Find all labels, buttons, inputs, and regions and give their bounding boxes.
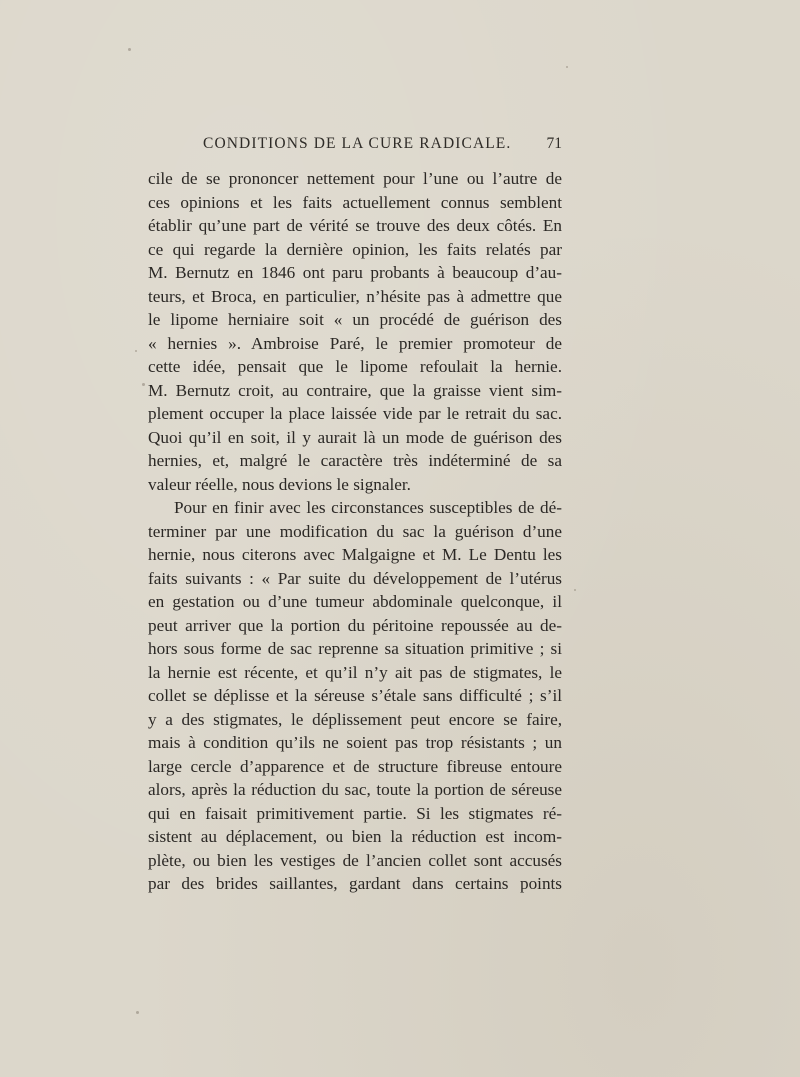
text-line: mais à condition qu’ils ne soient pas trop résistants ; un: [148, 733, 562, 752]
text-line: y a des stigmates, le déplissement peut encore se faire,: [148, 709, 562, 729]
text-line: valeur réelle, nous devions le signaler.: [148, 474, 411, 494]
text-line: teurs, et Broca, en particulier, n’hésite pas à admettre que: [148, 286, 562, 306]
text-line: terminer par une modification du sac la guérison d’une: [148, 521, 562, 541]
paper-speck: [136, 1011, 139, 1014]
body-text: [148, 167, 562, 896]
text-line: sistent au déplacement, ou bien la réduction est incom-: [148, 827, 562, 846]
paper-speck: [574, 589, 576, 591]
text-line: hernie, nous citerons avec Malgaigne et M. Le Dentu les: [148, 545, 562, 564]
text-line: ce qui regarde la dernière opinion, les faits relatés par: [148, 239, 562, 259]
text-line: le lipome herniaire soit « un procédé de guérison des: [148, 310, 562, 329]
text-line: large cercle d’apparence et de structure fibreuse entoure: [148, 756, 562, 776]
running-title: CONDITIONS DE LA CURE RADICALE.: [203, 135, 512, 152]
text-line: cile de se prononcer nettement pour l’une ou l’autre de: [148, 169, 562, 188]
text-line: cette idée, pensait que le lipome refoulait la hernie.: [148, 357, 562, 376]
text-line: plement occuper la place laissée vide par le retrait du sac.: [148, 404, 562, 423]
paper-speck: [566, 66, 568, 68]
text-line: « hernies ». Ambroise Paré, le premier promoteur de: [148, 333, 562, 353]
text-line: collet se déplisse et la séreuse s’étale sans difficulté ; s’il: [148, 686, 562, 705]
page-number: 71: [546, 135, 562, 152]
text-line: établir qu’une part de vérité se trouve des deux côtés. En: [148, 216, 562, 235]
text-line: par des brides saillantes, gardant dans certains points: [148, 874, 562, 893]
running-header: [148, 135, 562, 157]
text-line: M. Bernutz croit, au contraire, que la graisse vient sim-: [148, 380, 562, 400]
text-line: ces opinions et les faits actuellement connus semblent: [148, 192, 562, 212]
paper-speck: [135, 350, 137, 352]
text-line: plète, ou bien les vestiges de l’ancien collet sont accusés: [148, 850, 562, 870]
text-line: en gestation ou d’une tumeur abdominale quelconque, il: [148, 592, 562, 611]
text-line: Pour en finir avec les circonstances susceptibles de dé-: [174, 498, 562, 517]
paper-speck: [128, 48, 131, 51]
text-line: la hernie est récente, et qu’il n’y ait pas de stigmates, le: [148, 662, 562, 682]
text-line: hors sous forme de sac reprenne sa situation primitive ; si: [148, 639, 562, 658]
text-line: qui en faisait primitivement partie. Si les stigmates ré-: [148, 803, 562, 823]
paper-speck: [142, 383, 145, 386]
text-line: faits suivants : « Par suite du développement de l’utérus: [148, 568, 562, 588]
text-line: Quoi qu’il en soit, il y aurait là un mode de guérison des: [148, 427, 562, 447]
text-line: peut arriver que la portion du péritoine repoussée au de-: [148, 615, 562, 635]
text-line: alors, après la réduction du sac, toute la portion de séreuse: [148, 780, 562, 799]
text-line: hernies, et, malgré le caractère très indéterminé de sa: [148, 451, 562, 470]
text-line: M. Bernutz en 1846 ont paru probants à beaucoup d’au-: [148, 263, 562, 282]
